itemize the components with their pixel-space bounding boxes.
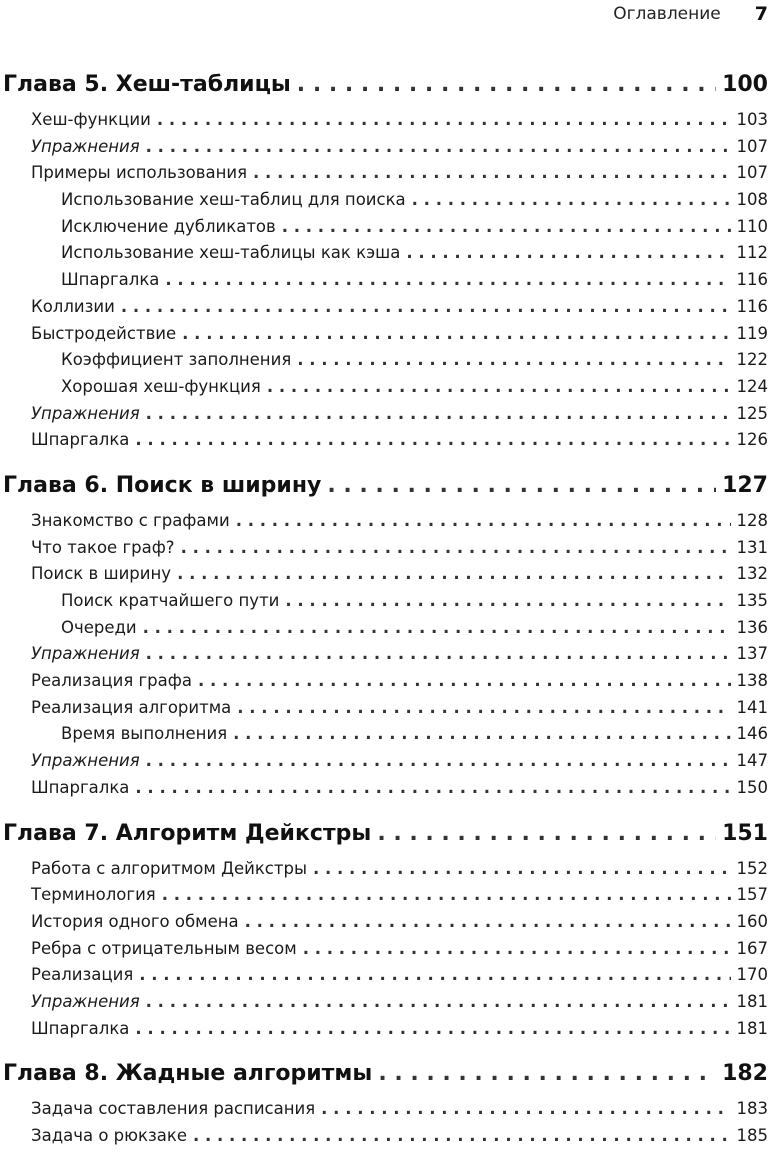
toc-entry-title: Примеры использования <box>31 163 248 183</box>
toc-entry-page-number: 128 <box>736 510 768 530</box>
toc-entry-page-number: 132 <box>736 564 768 584</box>
toc-entry[interactable] <box>3 885 768 912</box>
dot-leader <box>406 243 730 262</box>
toc-entry-page-number: 124 <box>736 376 768 396</box>
dot-leader <box>237 698 730 717</box>
toc-entry-page-number: 131 <box>736 537 768 557</box>
toc-entry-title: Поиск кратчайшего пути <box>61 591 280 610</box>
toc-entry[interactable] <box>3 564 768 591</box>
dot-leader <box>193 1126 731 1145</box>
toc-entry[interactable] <box>3 297 768 324</box>
chapter-block <box>3 72 768 457</box>
dot-leader <box>146 644 731 663</box>
toc-entry-page-number: 116 <box>736 296 768 316</box>
chapter-page-number: 100 <box>722 72 768 97</box>
toc-entry-title: Упражнения <box>31 136 140 156</box>
dot-leader <box>198 671 731 690</box>
dot-leader <box>146 137 731 156</box>
toc-entry-title: Исключение дубликатов <box>61 216 276 236</box>
toc-entry-title: Терминология <box>31 885 156 905</box>
toc-entry-page-number: 138 <box>736 671 768 691</box>
toc-entry[interactable] <box>3 538 768 565</box>
toc-entry[interactable] <box>3 404 768 431</box>
chapter-title: Глава 6. Поиск в ширину <box>3 472 322 498</box>
chapter-block <box>3 473 768 805</box>
dot-leader <box>297 72 716 97</box>
dot-leader <box>282 217 731 236</box>
toc-entry[interactable] <box>3 137 768 164</box>
toc-entry-title: Работа с алгоритмом Дейкстры <box>31 858 307 878</box>
toc-entry-page-number: 126 <box>736 430 768 450</box>
toc-entry-page-number: 167 <box>736 938 768 958</box>
toc-entry-title: Очереди <box>61 617 137 637</box>
toc-entry-title: Хорошая хеш-функция <box>61 376 261 396</box>
chapter-title: Глава 5. Хеш-таблицы <box>3 72 291 97</box>
dot-leader <box>412 190 731 209</box>
toc-entry-title: Реализация алгоритма <box>31 697 232 717</box>
dot-leader <box>143 618 731 637</box>
toc-entry[interactable] <box>3 217 768 244</box>
toc-entry[interactable] <box>3 270 768 297</box>
toc-entry-title: Шпаргалка <box>61 270 160 290</box>
toc-entry[interactable] <box>3 965 768 992</box>
toc-entry-page-number: 125 <box>736 403 768 423</box>
table-of-contents <box>3 72 768 1169</box>
toc-entry-title: Время выполнения <box>61 724 228 744</box>
dot-leader <box>245 912 731 931</box>
toc-entry[interactable] <box>3 190 768 217</box>
toc-entry[interactable] <box>3 511 768 538</box>
toc-entry-title: Использование хеш-таблиц для поиска <box>61 190 406 210</box>
toc-entry-title: Шпаргалка <box>31 777 130 797</box>
toc-entry-page-number: 141 <box>736 697 768 717</box>
toc-entry-title: Хеш-функции <box>31 110 151 129</box>
toc-entry[interactable] <box>3 618 768 645</box>
toc-entry[interactable] <box>3 324 768 351</box>
toc-entry-page-number: 136 <box>736 617 768 637</box>
toc-entry-page-number: 110 <box>736 216 768 236</box>
chapter-page-number: 127 <box>722 472 768 498</box>
toc-entry-title: Упражнения <box>31 644 140 664</box>
dot-leader <box>135 1019 730 1038</box>
dot-leader <box>121 297 731 316</box>
running-header <box>613 0 768 28</box>
toc-entry-page-number: 150 <box>736 777 768 797</box>
toc-entry[interactable] <box>3 671 768 698</box>
toc-entry[interactable] <box>3 912 768 939</box>
dot-leader <box>182 324 730 343</box>
toc-entry[interactable] <box>3 698 768 725</box>
chapter-heading[interactable] <box>3 72 768 106</box>
chapter-title: Глава 8. Жадные алгоритмы <box>3 1061 373 1087</box>
toc-entry-title: Коллизии <box>31 296 115 316</box>
toc-entry-title: Знакомство с графами <box>31 510 230 530</box>
toc-entry-page-number: 147 <box>736 751 768 771</box>
toc-entry-title: Быстродействие <box>31 323 177 343</box>
toc-entry-page-number: 157 <box>736 885 768 905</box>
toc-entry-title: История одного обмена <box>31 911 239 931</box>
toc-entry-page-number: 170 <box>736 965 768 985</box>
toc-entry[interactable] <box>3 778 768 805</box>
dot-leader <box>162 885 731 904</box>
toc-entry-page-number: 116 <box>736 270 768 290</box>
toc-entry-title: Реализация <box>31 965 134 985</box>
chapter-page-number: 182 <box>722 1061 768 1087</box>
toc-entry[interactable] <box>3 1019 768 1046</box>
toc-entry-page-number: 181 <box>736 1018 768 1038</box>
toc-entry-title: Использование хеш-таблицы как кэша <box>61 243 401 263</box>
dot-leader <box>146 992 731 1011</box>
toc-entry-page-number: 107 <box>736 163 768 183</box>
toc-entry[interactable] <box>3 591 768 618</box>
toc-entry-title: Шпаргалка <box>31 430 130 450</box>
toc-entry[interactable] <box>3 992 768 1019</box>
dot-leader <box>267 377 731 396</box>
toc-entry-page-number: 107 <box>736 136 768 156</box>
toc-entry-title: Коэффициент заполнения <box>61 350 292 370</box>
chapter-block <box>3 1061 768 1152</box>
toc-entry-title: Что такое граф? <box>31 537 175 557</box>
dot-leader <box>135 430 730 449</box>
toc-entry[interactable] <box>3 939 768 966</box>
toc-entry-page-number: 112 <box>736 243 768 263</box>
toc-entry-title: Упражнения <box>31 751 140 771</box>
dot-leader <box>327 473 716 498</box>
toc-entry-page-number: 160 <box>736 911 768 931</box>
toc-entry[interactable] <box>3 751 768 778</box>
dot-leader <box>236 511 731 530</box>
toc-entry-page-number: 146 <box>736 724 768 744</box>
dot-leader <box>177 564 730 583</box>
toc-entry-title: Шпаргалка <box>31 1018 130 1038</box>
dot-leader <box>378 1061 716 1086</box>
dot-leader <box>303 939 731 958</box>
toc-entry[interactable] <box>3 377 768 404</box>
dot-leader <box>181 538 731 557</box>
toc-entry[interactable] <box>3 644 768 671</box>
toc-entry-page-number: 183 <box>736 1099 768 1119</box>
dot-leader <box>157 110 731 129</box>
dot-leader <box>135 778 730 797</box>
toc-entry[interactable] <box>3 1099 768 1126</box>
running-header-section: Оглавление <box>613 4 721 24</box>
chapter-page-number: 151 <box>722 820 768 846</box>
chapter-heading[interactable] <box>3 821 768 855</box>
toc-entry-title: Ребра с отрицательным весом <box>31 938 297 958</box>
toc-entry[interactable] <box>3 350 768 377</box>
toc-entry-page-number: 185 <box>736 1126 768 1145</box>
toc-entry-title: Упражнения <box>31 991 140 1011</box>
toc-entry-page-number: 137 <box>736 644 768 664</box>
toc-entry-page-number: 108 <box>736 190 768 210</box>
toc-entry[interactable] <box>3 243 768 270</box>
running-header-page-number: 7 <box>754 3 768 25</box>
dot-leader <box>139 965 730 984</box>
toc-entry[interactable] <box>3 163 768 190</box>
dot-leader <box>313 859 731 878</box>
toc-entry-page-number: 152 <box>736 858 768 878</box>
toc-entry[interactable] <box>3 1126 768 1153</box>
toc-entry[interactable] <box>3 724 768 751</box>
chapter-title: Глава 7. Алгоритм Дейкстры <box>3 820 372 846</box>
toc-entry-title: Упражнения <box>31 403 140 423</box>
toc-entry-page-number: 122 <box>736 350 768 370</box>
chapter-block <box>3 821 768 1046</box>
dot-leader <box>285 591 730 610</box>
toc-entry[interactable] <box>3 110 768 137</box>
toc-entry-title: Реализация графа <box>31 671 192 691</box>
dot-leader <box>377 821 716 846</box>
dot-leader <box>253 163 730 182</box>
dot-leader <box>297 350 730 369</box>
dot-leader <box>233 724 730 743</box>
toc-entry[interactable] <box>3 859 768 886</box>
dot-leader <box>321 1099 730 1118</box>
toc-entry-page-number: 135 <box>736 591 768 610</box>
toc-entry-title: Задача составления расписания <box>31 1099 316 1119</box>
toc-entry-title: Поиск в ширину <box>31 564 172 584</box>
toc-entry[interactable] <box>3 430 768 457</box>
dot-leader <box>146 404 731 423</box>
chapter-heading[interactable] <box>3 1061 768 1095</box>
toc-entry-page-number: 181 <box>736 991 768 1011</box>
chapter-heading[interactable] <box>3 473 768 507</box>
toc-entry-page-number: 103 <box>736 110 768 129</box>
dot-leader <box>165 270 730 289</box>
toc-entry-title: Задача о рюкзаке <box>31 1126 187 1145</box>
toc-entry-page-number: 119 <box>736 323 768 343</box>
dot-leader <box>146 751 731 770</box>
